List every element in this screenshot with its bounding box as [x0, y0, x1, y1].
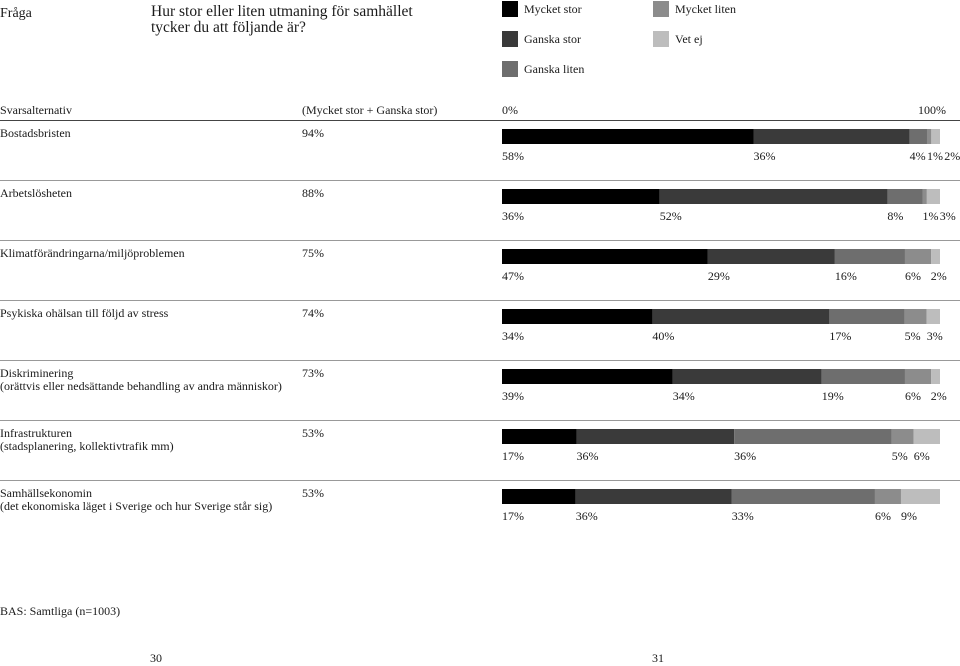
- bar-segment: [905, 309, 927, 324]
- category-name: Psykiska ohälsan till följd av stress: [0, 306, 169, 320]
- legend-label: Mycket stor: [524, 1, 582, 16]
- category-sublabel: (stadsplanering, kollektivtrafik mm): [0, 439, 174, 453]
- bar-segment: [875, 489, 901, 504]
- value-label: 6%: [913, 449, 930, 463]
- category-total: 74%: [302, 306, 324, 320]
- bar-segment: [673, 369, 822, 384]
- value-label: 5%: [891, 449, 908, 463]
- base-note: BAS: Samtliga (n=1003): [0, 604, 121, 618]
- value-label: 4%: [909, 149, 926, 163]
- value-label: 40%: [652, 329, 675, 343]
- value-label: 9%: [901, 509, 917, 523]
- value-label: 6%: [905, 269, 921, 283]
- bar-segment: [905, 249, 931, 264]
- bar-segment: [905, 369, 931, 384]
- value-label: 36%: [734, 449, 757, 463]
- legend-label: Ganska stor: [524, 31, 581, 46]
- value-label: 29%: [707, 269, 730, 283]
- axis-max-label: 100%: [918, 103, 946, 117]
- bar-segment: [734, 429, 892, 444]
- legend-label: Mycket liten: [675, 1, 736, 16]
- value-label: 17%: [829, 329, 852, 343]
- bar-segment: [576, 489, 732, 504]
- bar-segment: [822, 369, 905, 384]
- bar-segment: [887, 189, 922, 204]
- category-total: 88%: [302, 186, 324, 200]
- page-number-left: 30: [150, 651, 162, 665]
- category-name: Diskriminering: [0, 366, 74, 380]
- bar-segment: [835, 249, 905, 264]
- value-label: 47%: [502, 269, 524, 283]
- bar-segment: [922, 189, 926, 204]
- bar-segment: [829, 309, 904, 324]
- bar-segment: [931, 249, 940, 264]
- value-label: 34%: [502, 329, 524, 343]
- value-label: 17%: [502, 509, 524, 523]
- category-name: Bostadsbristen: [0, 126, 71, 140]
- value-label: 16%: [834, 269, 857, 283]
- bar-segment: [901, 489, 940, 504]
- axis-min-label: 0%: [502, 103, 518, 117]
- value-label: 6%: [905, 389, 921, 403]
- bar-segment: [927, 189, 940, 204]
- bar-segment: [576, 429, 734, 444]
- value-label: 39%: [502, 389, 524, 403]
- chart-title: Hur stor eller liten utmaning för samhället tycker du att följande är?: [151, 3, 413, 36]
- category-total: 53%: [302, 486, 324, 500]
- value-label: 34%: [672, 389, 695, 403]
- answer-column-header: Svarsalternativ: [0, 103, 72, 117]
- category-sublabel: (orättvis eller nedsättande behandling av andra människor): [0, 379, 282, 393]
- category-total: 75%: [302, 246, 324, 260]
- value-label: 2%: [930, 269, 947, 283]
- bar-segment: [931, 369, 940, 384]
- value-label: 33%: [731, 509, 754, 523]
- value-label: 1%: [927, 149, 943, 163]
- category-name: Infrastrukturen: [0, 426, 72, 440]
- value-label: 3%: [926, 329, 943, 343]
- value-label: 17%: [502, 449, 524, 463]
- bar-segment: [502, 249, 708, 264]
- category-name: Samhällsekonomin: [0, 486, 92, 500]
- value-label: 36%: [576, 449, 599, 463]
- value-label: 2%: [930, 389, 947, 403]
- value-label: 36%: [575, 509, 598, 523]
- total-column-header: (Mycket stor + Ganska stor): [302, 103, 438, 117]
- bar-segment: [502, 129, 754, 144]
- bar-segment: [502, 189, 660, 204]
- value-label: 2%: [944, 149, 960, 163]
- bar-segment: [660, 189, 888, 204]
- legend-label: Ganska liten: [524, 61, 585, 76]
- value-label: 36%: [502, 209, 524, 223]
- bar-segment: [502, 369, 673, 384]
- category-total: 73%: [302, 366, 324, 380]
- value-label: 1%: [922, 209, 939, 223]
- bar-segment: [502, 429, 576, 444]
- bar-segment: [502, 309, 652, 324]
- category-total: 53%: [302, 426, 324, 440]
- category-sublabel: (det ekonomiska läget i Sverige och hur Sverige står sig): [0, 499, 273, 513]
- value-label: 3%: [939, 209, 956, 223]
- value-label: 58%: [502, 149, 524, 163]
- bar-segment: [732, 489, 875, 504]
- bar-segment: [927, 129, 931, 144]
- category-name: Arbetslösheten: [0, 186, 72, 200]
- page-number-right: 31: [652, 651, 664, 665]
- category-name: Klimatförändringarna/miljöproblemen: [0, 246, 185, 260]
- value-label: 19%: [821, 389, 844, 403]
- bar-segment: [502, 489, 576, 504]
- category-total: 94%: [302, 126, 324, 140]
- value-label: 6%: [875, 509, 891, 523]
- bar-segment: [652, 309, 829, 324]
- value-label: 8%: [887, 209, 904, 223]
- bar-segment: [927, 309, 940, 324]
- bar-segment: [892, 429, 914, 444]
- bar-segment: [754, 129, 910, 144]
- bar-segment: [910, 129, 927, 144]
- value-label: 5%: [904, 329, 921, 343]
- bar-segment: [914, 429, 940, 444]
- bar-segment: [708, 249, 835, 264]
- value-label: 36%: [753, 149, 776, 163]
- legend-label: Vet ej: [675, 31, 703, 46]
- question-column-header: Fråga: [0, 6, 32, 21]
- value-label: 52%: [659, 209, 682, 223]
- bar-segment: [931, 129, 940, 144]
